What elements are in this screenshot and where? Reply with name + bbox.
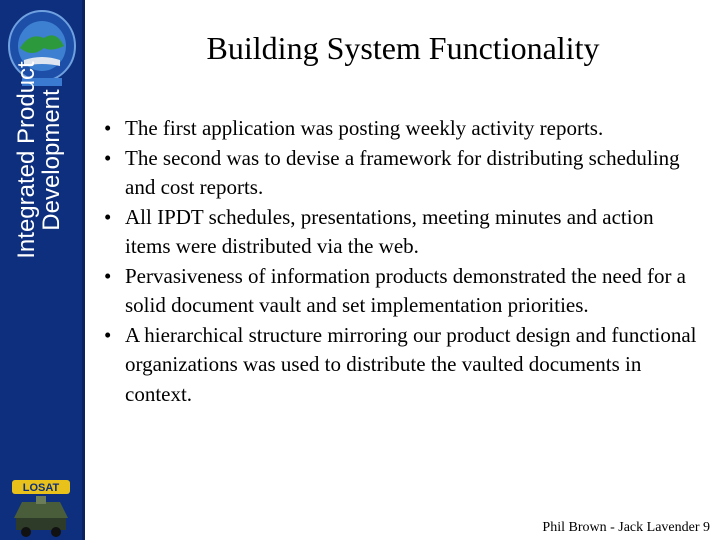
bullet-item: • The second was to devise a framework for distributing scheduling and cost reports. xyxy=(104,144,704,203)
sidebar-title-line1: Integrated Product xyxy=(13,61,40,259)
bullet-item: • All IPDT schedules, presentations, meeting minutes and action items were distributed via the web. xyxy=(104,203,704,262)
sidebar-vertical-title xyxy=(14,0,64,360)
sidebar-edge xyxy=(82,0,85,540)
bullet-item: • Pervasiveness of information products demonstrated the need for a solid document vault and set implementation priorities. xyxy=(104,262,704,321)
svg-text:LOSAT: LOSAT xyxy=(22,482,60,494)
slide-footer: Phil Brown - Jack Lavender 9 xyxy=(542,520,710,535)
slide-title: Building System Functionality xyxy=(206,30,600,66)
bullet-list xyxy=(104,114,704,409)
sidebar-title-line2: Development xyxy=(38,89,65,231)
bullet-item: • A hierarchical structure mirroring our product design and functional organizations was used to distribute the vaulted documents in context. xyxy=(104,321,704,410)
bullet-item: • The first application was posting weekly activity reports. xyxy=(104,114,704,144)
losat-logo xyxy=(8,478,74,538)
